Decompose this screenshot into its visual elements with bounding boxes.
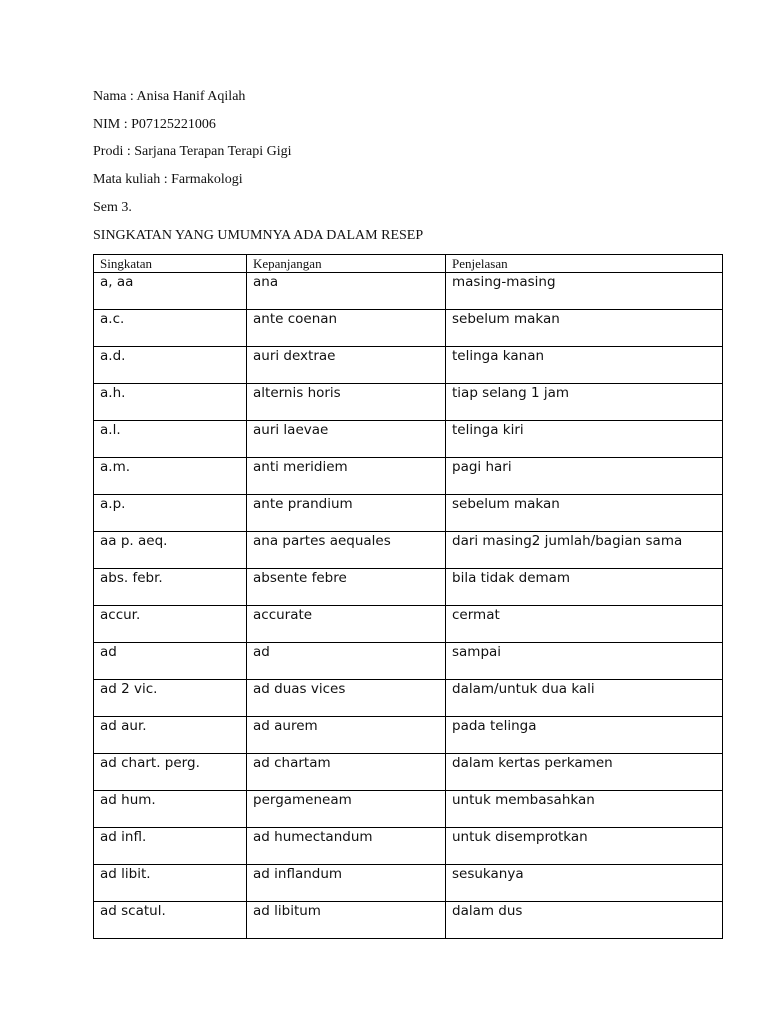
expansion-cell: ana bbox=[247, 273, 446, 310]
expansion-cell: ante coenan bbox=[247, 310, 446, 347]
abbreviation-cell: ad 2 vic. bbox=[94, 680, 247, 717]
table-row bbox=[94, 569, 723, 606]
abbreviation-cell: ad hum. bbox=[94, 791, 247, 828]
table-row bbox=[94, 717, 723, 754]
table-row bbox=[94, 347, 723, 384]
explanation-cell: sesukanya bbox=[446, 865, 723, 902]
expansion-cell: auri dextrae bbox=[247, 347, 446, 384]
table-row bbox=[94, 532, 723, 569]
abbreviation-cell: ad scatul. bbox=[94, 902, 247, 939]
expansion-cell: ad libitum bbox=[247, 902, 446, 939]
expansion-cell: alternis horis bbox=[247, 384, 446, 421]
table-body bbox=[94, 273, 723, 939]
expansion-cell: ante prandium bbox=[247, 495, 446, 532]
explanation-cell: dalam kertas perkamen bbox=[446, 754, 723, 791]
course-name: Mata kuliah : Farmakologi bbox=[93, 172, 243, 187]
explanation-cell: dalam dus bbox=[446, 902, 723, 939]
table-row bbox=[94, 865, 723, 902]
abbreviation-cell: a.c. bbox=[94, 310, 247, 347]
explanation-cell: sampai bbox=[446, 643, 723, 680]
student-name: Nama : Anisa Hanif Aqilah bbox=[93, 89, 246, 104]
column-header-penjelasan: Penjelasan bbox=[446, 255, 723, 273]
explanation-cell: untuk disemprotkan bbox=[446, 828, 723, 865]
table-row bbox=[94, 828, 723, 865]
table-row bbox=[94, 754, 723, 791]
expansion-cell: ad humectandum bbox=[247, 828, 446, 865]
expansion-cell: anti meridiem bbox=[247, 458, 446, 495]
expansion-cell: absente febre bbox=[247, 569, 446, 606]
student-nim: NIM : P07125221006 bbox=[93, 117, 216, 132]
abbreviation-cell: ad libit. bbox=[94, 865, 247, 902]
table-header-row bbox=[94, 255, 723, 273]
expansion-cell: ad inflandum bbox=[247, 865, 446, 902]
explanation-cell: dari masing2 jumlah/bagian sama bbox=[446, 532, 723, 569]
table-row bbox=[94, 606, 723, 643]
explanation-cell: sebelum makan bbox=[446, 310, 723, 347]
table-row bbox=[94, 643, 723, 680]
explanation-cell: untuk membasahkan bbox=[446, 791, 723, 828]
abbreviation-cell: accur. bbox=[94, 606, 247, 643]
document-title: SINGKATAN YANG UMUMNYA ADA DALAM RESEP bbox=[93, 228, 424, 243]
column-header-singkatan: Singkatan bbox=[94, 255, 247, 273]
table-row bbox=[94, 273, 723, 310]
abbreviation-cell: ad aur. bbox=[94, 717, 247, 754]
expansion-cell: ad chartam bbox=[247, 754, 446, 791]
abbreviation-cell: aa p. aeq. bbox=[94, 532, 247, 569]
explanation-cell: bila tidak demam bbox=[446, 569, 723, 606]
explanation-cell: tiap selang 1 jam bbox=[446, 384, 723, 421]
table-row bbox=[94, 680, 723, 717]
explanation-cell: pagi hari bbox=[446, 458, 723, 495]
expansion-cell: ad aurem bbox=[247, 717, 446, 754]
abbreviation-cell: abs. febr. bbox=[94, 569, 247, 606]
table-row bbox=[94, 421, 723, 458]
explanation-cell: telinga kiri bbox=[446, 421, 723, 458]
expansion-cell: ana partes aequales bbox=[247, 532, 446, 569]
table-row bbox=[94, 458, 723, 495]
abbreviation-cell: ad infl. bbox=[94, 828, 247, 865]
expansion-cell: pergameneam bbox=[247, 791, 446, 828]
abbreviation-cell: a, aa bbox=[94, 273, 247, 310]
semester: Sem 3. bbox=[93, 200, 132, 215]
explanation-cell: cermat bbox=[446, 606, 723, 643]
abbreviation-cell: a.p. bbox=[94, 495, 247, 532]
table-row bbox=[94, 791, 723, 828]
expansion-cell: ad bbox=[247, 643, 446, 680]
explanation-cell: pada telinga bbox=[446, 717, 723, 754]
expansion-cell: auri laevae bbox=[247, 421, 446, 458]
abbreviation-cell: a.h. bbox=[94, 384, 247, 421]
abbreviation-table bbox=[93, 254, 723, 939]
expansion-cell: ad duas vices bbox=[247, 680, 446, 717]
expansion-cell: accurate bbox=[247, 606, 446, 643]
study-program: Prodi : Sarjana Terapan Terapi Gigi bbox=[93, 144, 292, 159]
table-row bbox=[94, 902, 723, 939]
table-row bbox=[94, 495, 723, 532]
abbreviation-cell: a.l. bbox=[94, 421, 247, 458]
column-header-kepanjangan: Kepanjangan bbox=[247, 255, 446, 273]
abbreviation-cell: ad bbox=[94, 643, 247, 680]
explanation-cell: sebelum makan bbox=[446, 495, 723, 532]
explanation-cell: masing-masing bbox=[446, 273, 723, 310]
explanation-cell: dalam/untuk dua kali bbox=[446, 680, 723, 717]
table-row bbox=[94, 310, 723, 347]
explanation-cell: telinga kanan bbox=[446, 347, 723, 384]
abbreviation-cell: a.m. bbox=[94, 458, 247, 495]
abbreviation-cell: a.d. bbox=[94, 347, 247, 384]
table-row bbox=[94, 384, 723, 421]
abbreviation-cell: ad chart. perg. bbox=[94, 754, 247, 791]
